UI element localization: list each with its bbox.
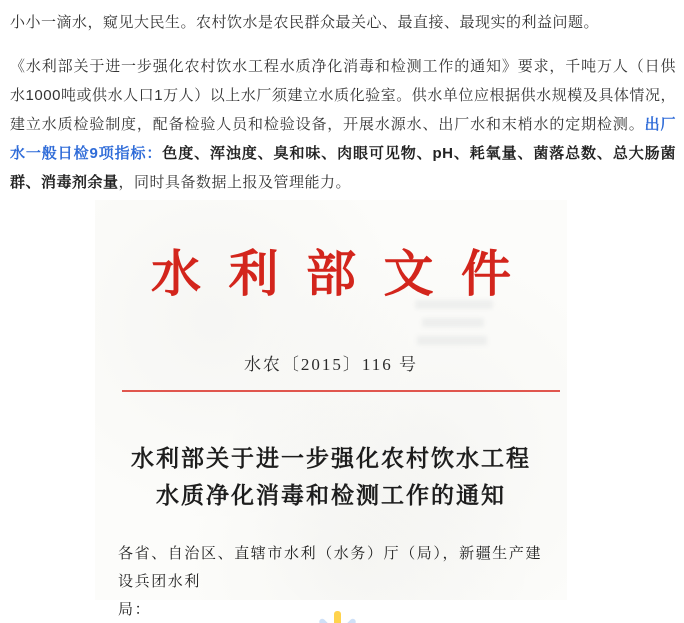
article-paragraph-intro: 小小一滴水，窥见大民生。农村饮水是农民群众最关心、最直接、最现实的利益问题。	[10, 14, 600, 31]
paper-bleedthrough-smudge	[422, 318, 484, 327]
document-title-line2: 水质净化消毒和检测工作的通知	[156, 483, 506, 508]
article-body	[10, 0, 676, 197]
red-divider-line	[122, 390, 560, 392]
paper-bleedthrough-smudge	[417, 336, 487, 345]
document-title	[95, 440, 567, 514]
paper-bleedthrough-smudge	[415, 300, 493, 309]
highlighted-link-text[interactable]: 出厂水一般日检9项指标：	[10, 116, 676, 162]
spinner-segment	[345, 617, 357, 623]
document-number: 水农〔2015〕116 号	[243, 355, 419, 374]
document-header-title: 水利部文件	[151, 246, 539, 302]
bold-indicator-list: 色度、浑浊度、臭和味、肉眼可见物、pH、耗氧量、菌落总数、总大肠菌群、消毒剂余量	[10, 145, 677, 191]
article-paragraph-main	[10, 52, 676, 197]
document-title-line1: 水利部关于进一步强化农村饮水工程	[131, 446, 531, 471]
spinner-segment	[334, 611, 341, 623]
document-recipient-line2: 局：	[118, 602, 152, 618]
document-recipient-line1: 各省、自治区、直辖市水利（水务）厅（局），新疆生产建设兵团水利	[118, 546, 543, 590]
spinner-segment	[318, 617, 330, 623]
paragraph-text: 《水利部关于进一步强化农村饮水工程水质净化消毒和检测工作的通知》要求，千吨万人（日供水1000吨或供水人口1万人）以上水厂须建立水质化验室。供水单位应根据供水规模及具体情况，建立水质检验制度，配备检验人员和检验设备，开展水源水、出厂水和末梢水的定期检测。	[10, 58, 676, 133]
ministry-document-scan-image	[95, 200, 567, 618]
loading-spinner-icon	[316, 609, 360, 623]
paragraph-text-end: ，同时具备数据上报及管理能力。	[118, 174, 352, 191]
